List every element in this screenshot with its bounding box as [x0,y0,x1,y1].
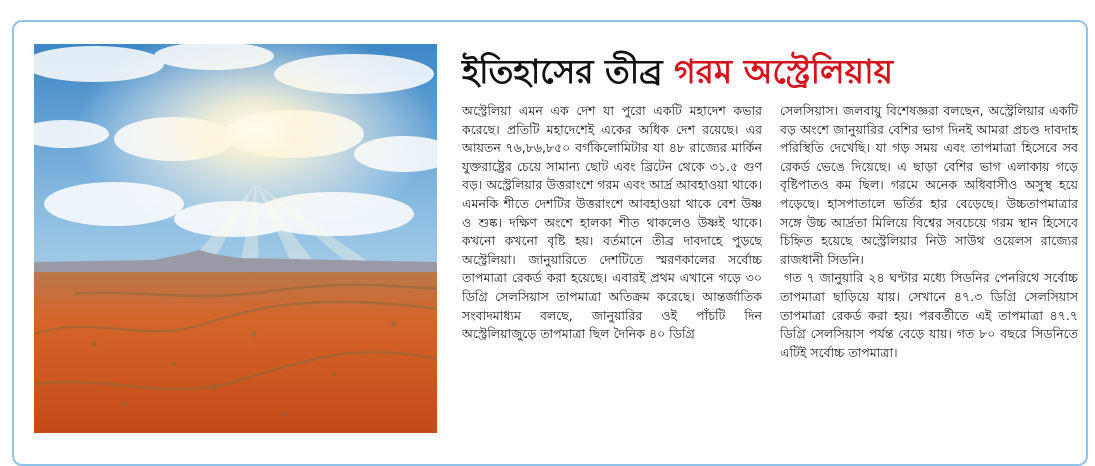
outback-sky-photo [34,44,437,433]
article-column-2 [780,102,1078,432]
article-paragraph: অস্ট্রেলিয়া এমন এক দেশ যা পুরো একটি মহাদেশ কভার করেছে। প্রতিটি মহাদেশেই একের অধিক দেশ রয়েছে। এর আয়তন ৭৬,৮৬,৮৫০ বর্গকিলোমিটার যা ৪৮ রাজ্যের মার্কিন যুক্তরাষ্ট্রের চেয়ে সামান্য ছোট এবং ব্রিটেন থেকে ৩১.৫ গুণ বড়। অস্ট্রেলিয়ার উত্তরাংশে গরম এবং আর্দ্র আবহাওয়া থাকে। এমনকি শীতে দেশটির উত্তরাংশে আবহাওয়া থাকে বেশ উষ্ণ ও শুষ্ক। দক্ষিণ অংশে হালকা শীত থাকলেও উষ্ণই থাকে। কখনো কখনো বৃষ্টি হয়। বর্তমানে তীব্র দাবদাহে পুড়ছে অস্ট্রেলিয়া। জানুয়ারিতে দেশটিতে স্মরণকালের সর্বোচ্চ তাপমাত্রা রেকর্ড করা হয়েছে। এবারই প্রথম এখানে গড়ে ৩০ ডিগ্রি সেলসিয়াস তাপমাত্রা অতিক্রম করেছে। আন্তর্জাতিক সংবাদমাধ্যম বলছে, জানুয়ারির ওই পাঁচটি দিন অস্ট্রেলিয়াজুড়ে তাপমাত্রা ছিল দৈনিক ৪০ ডিগ্রি [462,103,762,342]
article-column-1 [462,102,762,432]
headline [462,44,1082,100]
article-paragraph: গত ৭ জানুয়ারি ২৪ ঘণ্টার মধ্যে সিডনির পেনরিথে সর্বোচ্চ তাপমাত্রা ছাড়িয়ে যায়। সেখানে ৪৭.৩ ডিগ্রি সেলসিয়াস তাপমাত্রা রেকর্ড করা হয়। পরবর্তীতে এই তাপমাত্রা ৪৭.৭ ডিগ্রি সেলসিয়াস পর্যন্ত বেড়ে যায়। গত ৮০ বছরে সিডনিতে এটিই সর্বোচ্চ তাপমাত্রা। [780,270,1078,360]
headline-red-part: গরম অস্ট্রেলিয়ায় [674,52,894,91]
article-paragraph: সেলসিয়াস। জলবায়ু বিশেষজ্ঞরা বলছেন, অস্ট্রেলিয়ার একটি বড় অংশে জানুয়ারির বেশির ভাগ দিনই আমরা প্রচণ্ড দাবদাহ পরিস্থিতি দেখেছি। যা গড় সময় এবং তাপমাত্রা হিসেবে সব রেকর্ড ভেঙে দিয়েছে। এ ছাড়া বেশির ভাগ এলাকায় গড়ে বৃষ্টিপাতও কম ছিল। গরমে অনেক অধিবাসীও অসুস্থ হয়ে পড়েছে। হাসপাতালে ভর্তির হার বেড়েছে। উচ্চতাপমাত্রার সঙ্গে উচ্চ আর্দ্রতা মিলিয়ে বিশ্বের সবচেয়ে গরম স্থান হিসেবে চিহ্নিত হয়েছে অস্ট্রেলিয়ার নিউ সাউথ ওয়েলস রাজ্যের রাজধানী সিডনি। [780,103,1078,267]
headline-black-part: ইতিহাসের তীব্র [462,52,663,91]
